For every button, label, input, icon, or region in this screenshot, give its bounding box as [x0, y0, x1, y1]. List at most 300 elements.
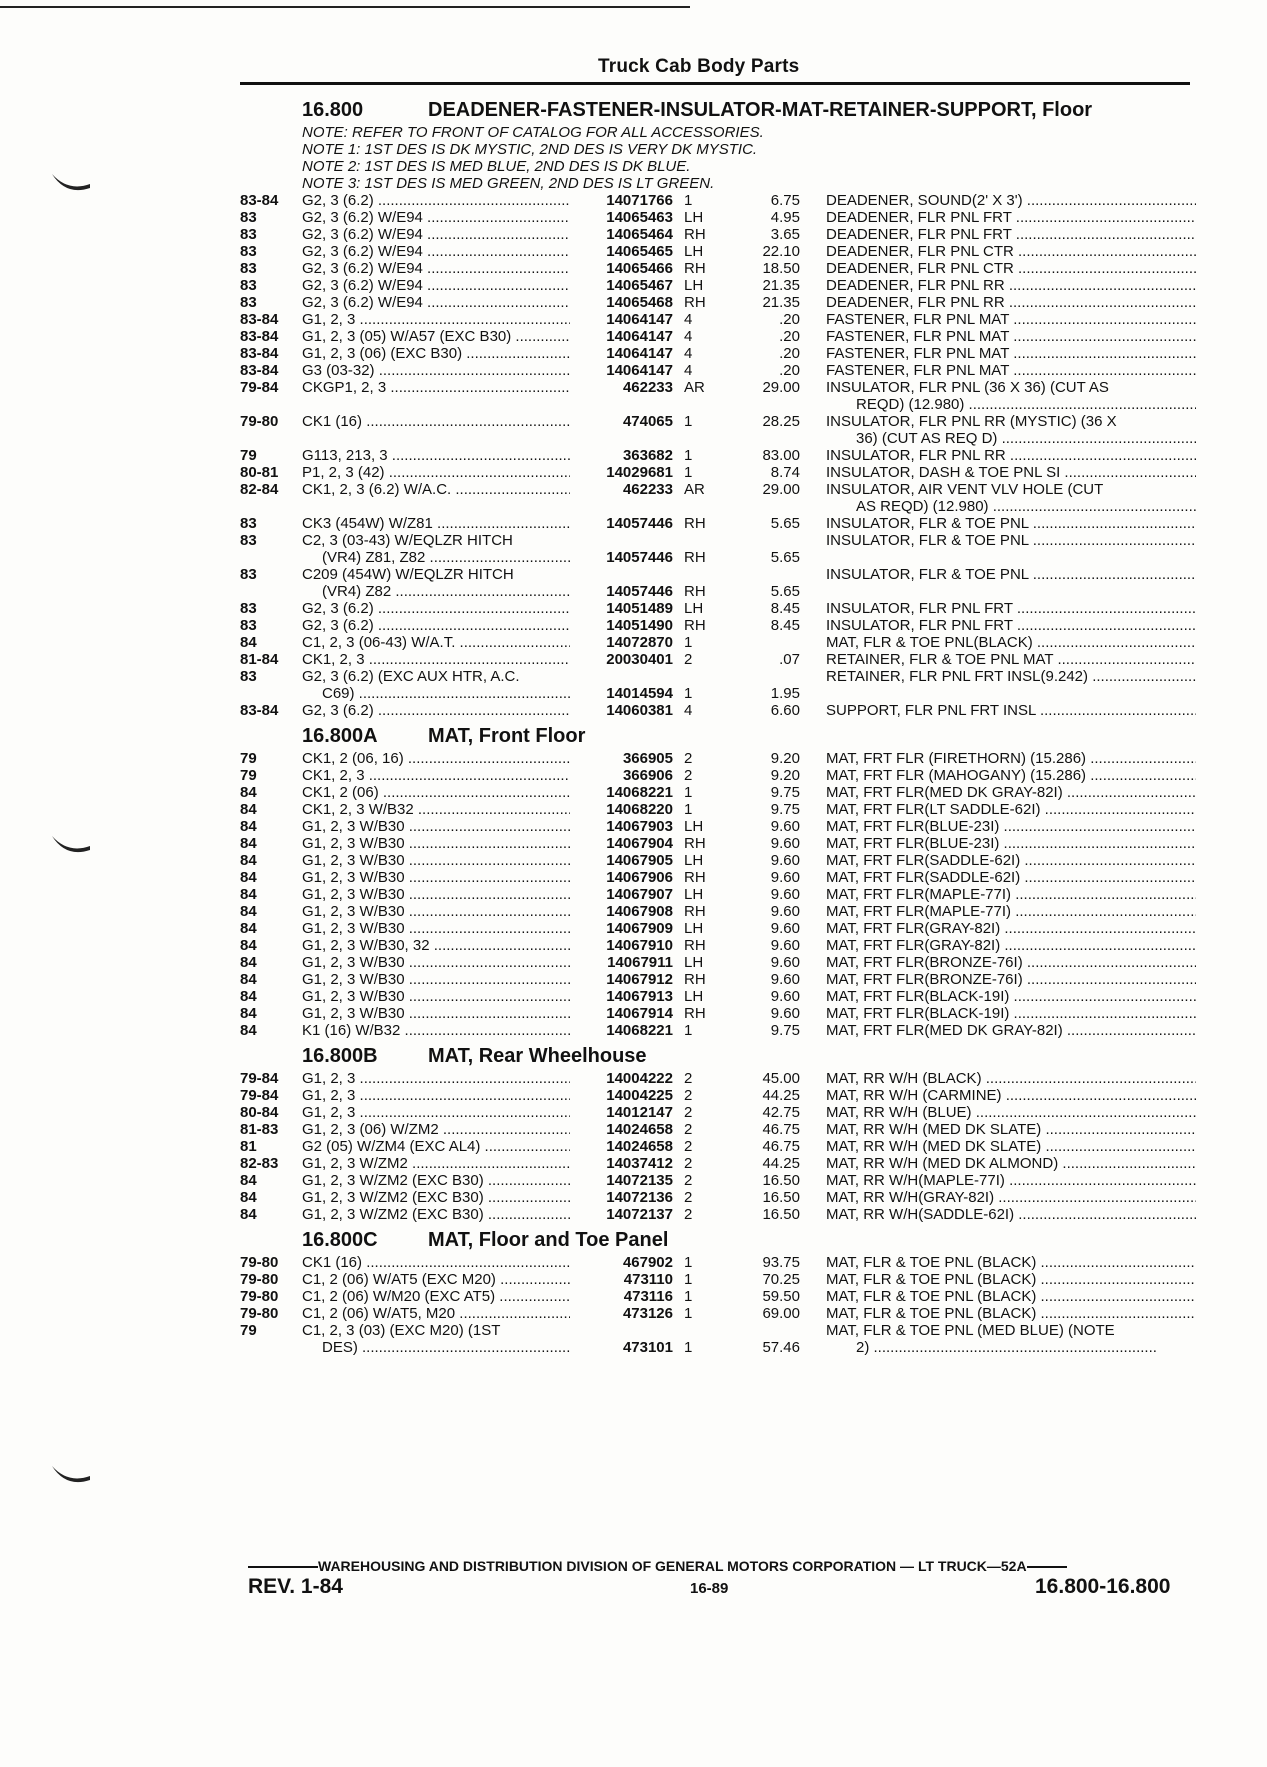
quantity: 1 — [684, 464, 693, 481]
table-row — [240, 1305, 1195, 1322]
year-range: 79-84 — [240, 1070, 279, 1087]
part-number: 14014594 — [606, 685, 673, 702]
table-row — [240, 413, 1195, 447]
section-number: 16.800C — [302, 1228, 378, 1251]
list-price: 8.45 — [770, 600, 800, 617]
model-application — [302, 651, 570, 668]
part-description — [826, 515, 1196, 532]
section-title — [302, 96, 1195, 124]
model-line: G2, 3 (6.2) ..... — [302, 617, 570, 634]
list-price: 59.50 — [762, 1288, 800, 1305]
footer-rule-left — [248, 1566, 318, 1568]
model-line-continued: C69) ..... — [302, 685, 570, 702]
model-line: G2, 3 (6.2) ..... — [302, 600, 570, 617]
part-description — [826, 1271, 1196, 1288]
model-application — [302, 362, 570, 379]
description-line: MAT, RR W/H (BLUE) ..... — [826, 1104, 1196, 1121]
description-line: DEADENER, FLR PNL FRT ..... — [826, 209, 1196, 226]
table-row — [240, 226, 1195, 243]
list-price: 9.20 — [770, 750, 800, 767]
part-description — [826, 750, 1196, 767]
part-number: 14072136 — [606, 1189, 673, 1206]
section-number: 16.800B — [302, 1044, 378, 1067]
part-number: 14067905 — [606, 852, 673, 869]
description-line: INSULATOR, FLR PNL RR (MYSTIC) (36 X — [826, 413, 1117, 430]
table-row — [240, 192, 1195, 209]
part-number: 462233 — [622, 379, 673, 396]
part-description — [826, 668, 1196, 685]
model-application — [302, 1104, 570, 1121]
year-range: 83-84 — [240, 702, 279, 719]
quantity: RH — [684, 869, 706, 886]
table-row — [240, 260, 1195, 277]
model-application — [302, 1288, 570, 1305]
part-description — [826, 600, 1196, 617]
part-description — [826, 1070, 1196, 1087]
table-row — [240, 903, 1195, 920]
model-application — [302, 345, 570, 362]
model-application — [302, 515, 570, 532]
part-number: 14064147 — [606, 311, 673, 328]
part-description — [826, 345, 1196, 362]
table-row — [240, 243, 1195, 260]
quantity: RH — [684, 515, 706, 532]
quantity: 1 — [684, 801, 693, 818]
description-line: INSULATOR, FLR PNL RR ..... — [826, 447, 1196, 464]
part-number: 14024658 — [606, 1121, 673, 1138]
model-application — [302, 1070, 570, 1087]
year-range: 83-84 — [240, 362, 279, 379]
model-application — [302, 1087, 570, 1104]
model-line: G1, 2, 3 W/B30 ..... — [302, 920, 570, 937]
table-row — [240, 481, 1195, 515]
list-price: 9.60 — [770, 852, 800, 869]
list-price: 45.00 — [762, 1070, 800, 1087]
description-line: MAT, FRT FLR(BLACK-19I) ..... — [826, 988, 1196, 1005]
quantity: 2 — [684, 1087, 693, 1104]
model-line: G1, 2, 3 W/B30 ..... — [302, 988, 570, 1005]
description-line: DEADENER, FLR PNL RR ..... — [826, 277, 1196, 294]
quantity: AR — [684, 481, 705, 498]
model-application — [302, 243, 570, 260]
part-number: 14004225 — [606, 1087, 673, 1104]
quantity: 1 — [684, 1339, 693, 1356]
part-description — [826, 954, 1196, 971]
quantity: 2 — [684, 767, 693, 784]
model-line: G1, 2, 3 (05) W/A57 (EXC B30) ..... — [302, 328, 570, 345]
part-description — [826, 1305, 1196, 1322]
description-line: FASTENER, FLR PNL MAT ..... — [826, 328, 1196, 345]
description-line: MAT, FLR & TOE PNL (BLACK) ..... — [826, 1271, 1196, 1288]
quantity: LH — [684, 600, 704, 617]
description-line: RETAINER, FLR & TOE PNL MAT ..... — [826, 651, 1196, 668]
year-range: 84 — [240, 835, 257, 852]
part-number: 14067911 — [607, 954, 673, 971]
list-price: 83.00 — [762, 447, 800, 464]
model-application — [302, 634, 570, 651]
list-price: 69.00 — [762, 1305, 800, 1322]
part-number: 14072135 — [606, 1172, 673, 1189]
table-row — [240, 209, 1195, 226]
table-row — [240, 988, 1195, 1005]
list-price: 44.25 — [762, 1155, 800, 1172]
table-row — [240, 1155, 1195, 1172]
model-line: G2, 3 (6.2) W/E94 ..... — [302, 294, 570, 311]
description-line: DEADENER, FLR PNL CTR ..... — [826, 260, 1196, 277]
list-price: 9.60 — [770, 835, 800, 852]
model-line: G1, 2, 3 ..... — [302, 1104, 570, 1121]
list-price: 16.50 — [762, 1172, 800, 1189]
model-line: G1, 2, 3 W/B30 ..... — [302, 835, 570, 852]
part-description — [826, 651, 1196, 668]
description-line: DEADENER, FLR PNL CTR ..... — [826, 243, 1196, 260]
quantity: 1 — [684, 1288, 693, 1305]
part-description — [826, 886, 1196, 903]
table-row — [240, 1005, 1195, 1022]
model-application — [302, 1172, 570, 1189]
description-line: MAT, FRT FLR(SADDLE-62I) ..... — [826, 869, 1196, 886]
description-line: FASTENER, FLR PNL MAT ..... — [826, 311, 1196, 328]
year-range: 79 — [240, 447, 257, 464]
model-application — [302, 226, 570, 243]
model-line: CK1 (16) ..... — [302, 1254, 570, 1271]
description-line: INSULATOR, FLR & TOE PNL ..... — [826, 566, 1196, 583]
model-line: CK3 (454W) W/Z81 ..... — [302, 515, 570, 532]
quantity: LH — [684, 852, 704, 869]
list-price: 42.75 — [762, 1104, 800, 1121]
description-line: MAT, FRT FLR(BLUE-23I) ..... — [826, 835, 1196, 852]
list-price: 46.75 — [762, 1121, 800, 1138]
table-row — [240, 835, 1195, 852]
description-line: FASTENER, FLR PNL MAT ..... — [826, 362, 1196, 379]
list-price: 9.20 — [770, 767, 800, 784]
table-row — [240, 1206, 1195, 1223]
part-description — [826, 1022, 1196, 1039]
part-description — [826, 1138, 1196, 1155]
model-line: G1, 2, 3 W/B30, 32 ..... — [302, 937, 570, 954]
description-line: INSULATOR, FLR & TOE PNL ..... — [826, 532, 1196, 549]
quantity: RH — [684, 583, 706, 600]
description-line: MAT, RR W/H(SADDLE-62I) ..... — [826, 1206, 1196, 1223]
model-line: CK1 (16) ..... — [302, 413, 570, 430]
part-number: 14067910 — [606, 937, 673, 954]
year-range: 84 — [240, 971, 257, 988]
list-price: 16.50 — [762, 1189, 800, 1206]
quantity: 4 — [684, 311, 693, 328]
quantity: 2 — [684, 1189, 693, 1206]
model-application — [302, 1322, 570, 1356]
model-line: G1, 2, 3 W/B30 ..... — [302, 886, 570, 903]
model-line: CKGP1, 2, 3 ..... — [302, 379, 570, 396]
part-number: 14068221 — [606, 1022, 673, 1039]
part-number: 14065464 — [606, 226, 673, 243]
description-line: MAT, FRT FLR (FIRETHORN) (15.286) ..... — [826, 750, 1196, 767]
list-price: 9.60 — [770, 988, 800, 1005]
quantity: LH — [684, 277, 704, 294]
parts-catalog — [240, 96, 1195, 1359]
part-number: 14057446 — [606, 515, 673, 532]
model-application — [302, 750, 570, 767]
section-title — [302, 722, 1195, 750]
list-price: 57.46 — [762, 1339, 800, 1356]
list-price: 29.00 — [762, 379, 800, 396]
table-row — [240, 1288, 1195, 1305]
description-line: SUPPORT, FLR PNL FRT INSL ..... — [826, 702, 1196, 719]
model-line: G1, 2, 3 (06) (EXC B30) ..... — [302, 345, 570, 362]
part-number: 14072137 — [606, 1206, 673, 1223]
description-line: INSULATOR, FLR & TOE PNL ..... — [826, 515, 1196, 532]
part-number: 14067909 — [606, 920, 673, 937]
part-number: 363682 — [622, 447, 673, 464]
list-price: 44.25 — [762, 1087, 800, 1104]
part-description — [826, 532, 1196, 549]
list-price: 5.65 — [770, 583, 800, 600]
quantity: 2 — [684, 1155, 693, 1172]
page-header-title: Truck Cab Body Parts — [598, 56, 800, 77]
table-row — [240, 328, 1195, 345]
table-row — [240, 277, 1195, 294]
quantity: 1 — [684, 192, 693, 209]
part-description — [826, 634, 1196, 651]
table-row — [240, 750, 1195, 767]
part-number: 462233 — [622, 481, 673, 498]
description-line: MAT, FLR & TOE PNL (MED BLUE) (NOTE — [826, 1322, 1115, 1339]
description-line: INSULATOR, AIR VENT VLV HOLE (CUT — [826, 481, 1104, 498]
section-spacer — [240, 1356, 1195, 1359]
part-description — [826, 294, 1196, 311]
year-range: 80-84 — [240, 1104, 279, 1121]
list-price: 9.60 — [770, 903, 800, 920]
list-price: 8.74 — [770, 464, 800, 481]
quantity: RH — [684, 549, 706, 566]
part-number: 14065465 — [606, 243, 673, 260]
description-line: MAT, FRT FLR(BRONZE-76I) ..... — [826, 971, 1196, 988]
table-row — [240, 651, 1195, 668]
quantity: 1 — [684, 1271, 693, 1288]
year-range: 84 — [240, 886, 257, 903]
model-application — [302, 1305, 570, 1322]
description-line: DEADENER, FLR PNL RR ..... — [826, 294, 1196, 311]
part-description — [826, 209, 1196, 226]
model-application — [302, 209, 570, 226]
quantity: 1 — [684, 1022, 693, 1039]
model-line: CK1, 2 (06) ..... — [302, 784, 570, 801]
model-application — [302, 464, 570, 481]
catalog-note: NOTE 1: 1ST DES IS DK MYSTIC, 2ND DES IS VERY DK MYSTIC. — [302, 141, 758, 158]
year-range: 83 — [240, 260, 257, 277]
year-range: 79-84 — [240, 1087, 279, 1104]
part-number: 20030401 — [606, 651, 673, 668]
quantity: 2 — [684, 750, 693, 767]
part-description — [826, 1172, 1196, 1189]
year-range: 79-80 — [240, 1305, 279, 1322]
part-number: 14057446 — [606, 549, 673, 566]
description-line: MAT, FRT FLR(MAPLE-77I) ..... — [826, 886, 1196, 903]
part-description — [826, 988, 1196, 1005]
table-row — [240, 920, 1195, 937]
quantity: 2 — [684, 1206, 693, 1223]
model-line: K1 (16) W/B32 ..... — [302, 1022, 570, 1039]
description-line: INSULATOR, FLR PNL FRT ..... — [826, 600, 1196, 617]
part-description — [826, 1087, 1196, 1104]
description-line: DEADENER, FLR PNL FRT ..... — [826, 226, 1196, 243]
model-line: G2, 3 (6.2) ..... — [302, 702, 570, 719]
description-line: DEADENER, SOUND(2' X 3') ..... — [826, 192, 1196, 209]
part-number: 473110 — [623, 1271, 673, 1288]
year-range: 84 — [240, 920, 257, 937]
part-number: 14067912 — [606, 971, 673, 988]
part-description — [826, 1121, 1196, 1138]
list-price: 93.75 — [762, 1254, 800, 1271]
part-description — [826, 1104, 1196, 1121]
table-row — [240, 1138, 1195, 1155]
part-description — [826, 818, 1196, 835]
description-line: MAT, FLR & TOE PNL (BLACK) ..... — [826, 1254, 1196, 1271]
year-range: 79-80 — [240, 1271, 279, 1288]
model-line: G2, 3 (6.2) W/E94 ..... — [302, 209, 570, 226]
year-range: 83 — [240, 515, 257, 532]
part-description — [826, 971, 1196, 988]
model-application — [302, 971, 570, 988]
quantity: LH — [684, 920, 704, 937]
table-row — [240, 767, 1195, 784]
model-line: P1, 2, 3 (42) ..... — [302, 464, 570, 481]
description-line: MAT, FRT FLR(BLACK-19I) ..... — [826, 1005, 1196, 1022]
table-row — [240, 818, 1195, 835]
part-number: 14065466 — [606, 260, 673, 277]
description-line-continued: 36) (CUT AS REQ D) ..... — [826, 430, 1196, 447]
model-application — [302, 1271, 570, 1288]
description-line: MAT, FRT FLR(LT SADDLE-62I) ..... — [826, 801, 1196, 818]
description-line-continued: REQD) (12.980) ..... — [826, 396, 1196, 413]
part-description — [826, 937, 1196, 954]
quantity: 1 — [684, 447, 693, 464]
part-number: 14060381 — [606, 702, 673, 719]
part-description — [826, 920, 1196, 937]
part-description — [826, 702, 1196, 719]
year-range: 79 — [240, 1322, 257, 1339]
quantity: 2 — [684, 651, 693, 668]
part-description — [826, 903, 1196, 920]
model-application — [302, 413, 570, 430]
part-description — [826, 852, 1196, 869]
model-line: G1, 2, 3 W/ZM2 (EXC B30) ..... — [302, 1172, 570, 1189]
model-line: G1, 2, 3 ..... — [302, 1087, 570, 1104]
model-line: G1, 2, 3 W/B30 ..... — [302, 818, 570, 835]
year-range: 83 — [240, 668, 257, 685]
catalog-note: NOTE 3: 1ST DES IS MED GREEN, 2ND DES IS LT GREEN. — [302, 175, 715, 192]
table-row — [240, 784, 1195, 801]
year-range: 81-83 — [240, 1121, 279, 1138]
description-line: MAT, FRT FLR(GRAY-82I) ..... — [826, 937, 1196, 954]
part-description — [826, 362, 1196, 379]
description-line: MAT, FLR & TOE PNL (BLACK) ..... — [826, 1305, 1196, 1322]
part-number: 473126 — [622, 1305, 673, 1322]
part-description — [826, 481, 1196, 515]
model-line: G1, 2, 3 ..... — [302, 1070, 570, 1087]
list-price: 28.25 — [762, 413, 800, 430]
model-application — [302, 937, 570, 954]
quantity: 1 — [684, 784, 693, 801]
year-range: 83 — [240, 243, 257, 260]
model-application — [302, 1005, 570, 1022]
year-range: 83 — [240, 209, 257, 226]
part-description — [826, 767, 1196, 784]
model-line: G2 (05) W/ZM4 (EXC AL4) ..... — [302, 1138, 570, 1155]
model-application — [302, 920, 570, 937]
description-line: MAT, FRT FLR(GRAY-82I) ..... — [826, 920, 1196, 937]
part-number: 14024658 — [606, 1138, 673, 1155]
model-line: CK1, 2, 3 W/B32 ..... — [302, 801, 570, 818]
header-rule — [240, 82, 1190, 85]
part-description — [826, 464, 1196, 481]
part-number: 14064147 — [606, 362, 673, 379]
part-number: 14064147 — [606, 345, 673, 362]
year-range: 83 — [240, 566, 257, 583]
part-number: 14067908 — [606, 903, 673, 920]
table-row — [240, 1271, 1195, 1288]
part-number: 14067906 — [606, 869, 673, 886]
model-line: G2, 3 (6.2) W/E94 ..... — [302, 277, 570, 294]
table-row — [240, 1022, 1195, 1039]
part-number: 14067913 — [606, 988, 673, 1005]
part-description — [826, 260, 1196, 277]
section-heading: MAT, Front Floor — [428, 724, 586, 747]
binder-hole-icon — [50, 170, 92, 192]
part-number: 366906 — [622, 767, 673, 784]
model-application — [302, 1121, 570, 1138]
quantity: 2 — [684, 1070, 693, 1087]
model-line-continued: (VR4) Z81, Z82 ..... — [302, 549, 570, 566]
model-line: C1, 2 (06) W/AT5 (EXC M20) ..... — [302, 1271, 570, 1288]
model-line: G2, 3 (6.2) W/E94 ..... — [302, 226, 570, 243]
model-line: G1, 2, 3 W/B30 ..... — [302, 903, 570, 920]
description-line: MAT, RR W/H(GRAY-82I) ..... — [826, 1189, 1196, 1206]
list-price: 21.35 — [762, 294, 800, 311]
model-line: G1, 2, 3 W/ZM2 (EXC B30) ..... — [302, 1189, 570, 1206]
list-price: 4.95 — [770, 209, 800, 226]
part-number: 366905 — [622, 750, 673, 767]
table-row — [240, 801, 1195, 818]
part-number: 14037412 — [606, 1155, 673, 1172]
year-range: 84 — [240, 1172, 257, 1189]
quantity: 2 — [684, 1121, 693, 1138]
quantity: LH — [684, 988, 704, 1005]
year-range: 84 — [240, 937, 257, 954]
part-number: 14067907 — [606, 886, 673, 903]
quantity: 1 — [684, 1305, 693, 1322]
table-row — [240, 532, 1195, 566]
part-number: 14051490 — [606, 617, 673, 634]
binder-hole-icon — [50, 832, 92, 854]
quantity: 4 — [684, 702, 693, 719]
model-application — [302, 818, 570, 835]
year-range: 82-83 — [240, 1155, 279, 1172]
footer-division — [248, 1558, 1067, 1574]
list-price: 9.60 — [770, 886, 800, 903]
description-line: MAT, RR W/H (BLACK) ..... — [826, 1070, 1196, 1087]
quantity: RH — [684, 937, 706, 954]
list-price: 70.25 — [762, 1271, 800, 1288]
section-number: 16.800 — [302, 98, 364, 121]
year-range: 83 — [240, 617, 257, 634]
table-row — [240, 617, 1195, 634]
year-range: 84 — [240, 988, 257, 1005]
model-application — [302, 668, 570, 702]
part-description — [826, 1155, 1196, 1172]
list-price: .20 — [779, 311, 800, 328]
year-range: 79 — [240, 750, 257, 767]
